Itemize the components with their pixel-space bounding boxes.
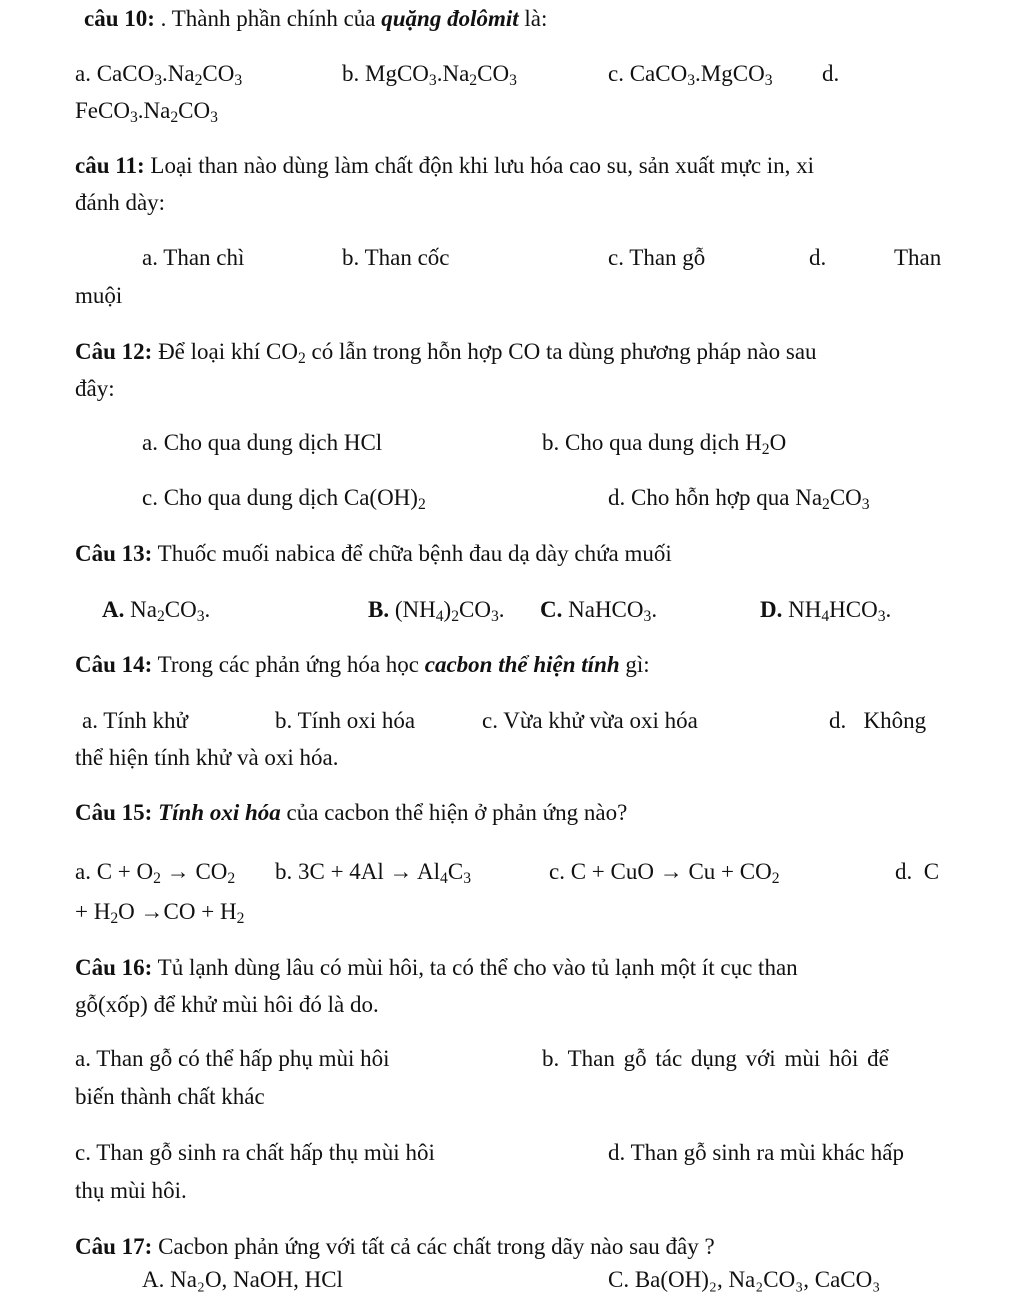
q17-question: Câu 17: Cacbon phản ứng với tất cả các chất trong dãy nào sau đây ? [75, 1234, 715, 1259]
q17-label: Câu 17: [75, 1234, 153, 1259]
q14-label: Câu 14: [75, 652, 153, 677]
q13-question: Câu 13: Thuốc muối nabica để chữa bệnh đau dạ dày chứa muối [75, 541, 672, 566]
q14-option-d-line2: thể hiện tính khử và oxi hóa. [75, 745, 339, 770]
q15-option-c: c. C + CuO → $Cu + CO_2$ [549, 859, 780, 887]
q14-option-a: a. Tính khử [82, 708, 188, 733]
q10-label: câu 10: [84, 6, 155, 31]
q14-option-c: c. Vừa khử vừa oxi hóa [482, 708, 698, 733]
q15-option-d-line2: + $H_2O \to CO + H_2$ [75, 899, 245, 927]
q11-option-d-prefix: d. [809, 245, 827, 270]
q17-option-c-partial: C. Ba(OH)₂, Na₂CO₃, CaCO₃ [608, 1267, 881, 1292]
q12-option-c: c. Cho qua dung dịch $Ca(OH)_2$ [142, 485, 426, 513]
q15-option-d-line1: d. C [895, 859, 940, 884]
q16-option-d-line1: d. Than gỗ sinh ra mùi khác hấp [608, 1140, 904, 1165]
q10-term: quặng đolômit [381, 6, 519, 31]
q13-option-b: B. $(NH_4)_2CO_3$. [368, 597, 505, 625]
q11-option-d-line2: muội [75, 283, 123, 308]
q12-option-d: d. Cho hỗn hợp qua $Na_2CO_3$ [608, 485, 870, 513]
q10-option-a: a. $CaCO_3.Na_2CO_3$ [75, 61, 243, 89]
q12-option-b: b. Cho qua dung dịch $H_2O$ [542, 430, 787, 458]
q14-option-d-line1: d. Không [829, 708, 927, 733]
q12-question-line1: Câu 12: Để loại khí $CO_2$ có lẫn trong hỗn hợp CO ta dùng phương pháp nào sau [75, 339, 817, 367]
q16-option-c: c. Than gỗ sinh ra chất hấp thụ mùi hôi [75, 1140, 435, 1165]
q13-label: Câu 13: [75, 541, 153, 566]
q16-option-d-line2: thụ mùi hôi. [75, 1178, 187, 1203]
q12-label: Câu 12: [75, 339, 153, 364]
q13-option-c: C. NaHCO$_3$. [540, 597, 658, 625]
q17-option-a-partial: A. Na₂O, NaOH, HCl [142, 1267, 343, 1292]
q11-option-d-line1: Than [894, 245, 942, 270]
q11-question-line2: đánh dày: [75, 190, 166, 215]
q10-option-d: $FeCO_3.Na_2CO_3$ [75, 98, 218, 126]
q14-question: Câu 14: Trong các phản ứng hóa học cacbon thể hiện tính gì: [75, 652, 650, 677]
q10-option-b: b. $MgCO_3.Na_2CO_3$ [342, 61, 517, 89]
q16-option-b-line2: biến thành chất khác [75, 1084, 265, 1109]
q15-option-b: b. $3C + 4Al \to Al_4C_3$ [275, 859, 472, 887]
q11-option-b: b. Than cốc [342, 245, 450, 270]
q15-term: Tính oxi hóa [158, 800, 281, 825]
q13-option-d: D. $NH_4HCO_3$. [760, 597, 892, 625]
q11-option-c: c. Than gỗ [608, 245, 706, 270]
q11-label: câu 11: [75, 153, 145, 178]
q13-option-a: A. $Na_2CO_3$. [102, 597, 211, 625]
q12-option-a: a. Cho qua dung dịch HCl [142, 430, 383, 455]
q10-option-c: c. CaCO$_3$.MgCO$_3$ [608, 61, 773, 89]
q10-option-d-prefix: d. [822, 61, 840, 86]
q16-option-b-line1: b. Than gỗ tác dụng với mùi hôi để [542, 1046, 889, 1071]
q16-label: Câu 16: [75, 955, 153, 980]
q12-question-line2: đây: [75, 376, 115, 401]
q11-option-a: a. Than chì [142, 245, 245, 270]
q15-question: Câu 15: Tính oxi hóa của cacbon thể hiện ở phản ứng nào? [75, 800, 628, 825]
q14-term: cacbon thể hiện tính [424, 652, 620, 677]
q16-question-line1: Câu 16: Tủ lạnh dùng lâu có mùi hôi, ta có thể cho vào tủ lạnh một ít cục than [75, 955, 798, 980]
q16-option-a: a. Than gỗ có thể hấp phụ mùi hôi [75, 1046, 390, 1071]
q16-question-line2: gỗ(xốp) để khử mùi hôi đó là do. [75, 992, 379, 1017]
q10-question: câu 10: . Thành phần chính của quặng đolômit là: [84, 6, 548, 31]
q11-question-line1: câu 11: Loại than nào dùng làm chất độn khi lưu hóa cao su, sản xuất mực in, xi [75, 153, 815, 178]
q15-label: Câu 15: [75, 800, 153, 825]
q14-option-b: b. Tính oxi hóa [275, 708, 416, 733]
q15-option-a: a. $C + O_2 \to CO_2$ [75, 859, 236, 887]
